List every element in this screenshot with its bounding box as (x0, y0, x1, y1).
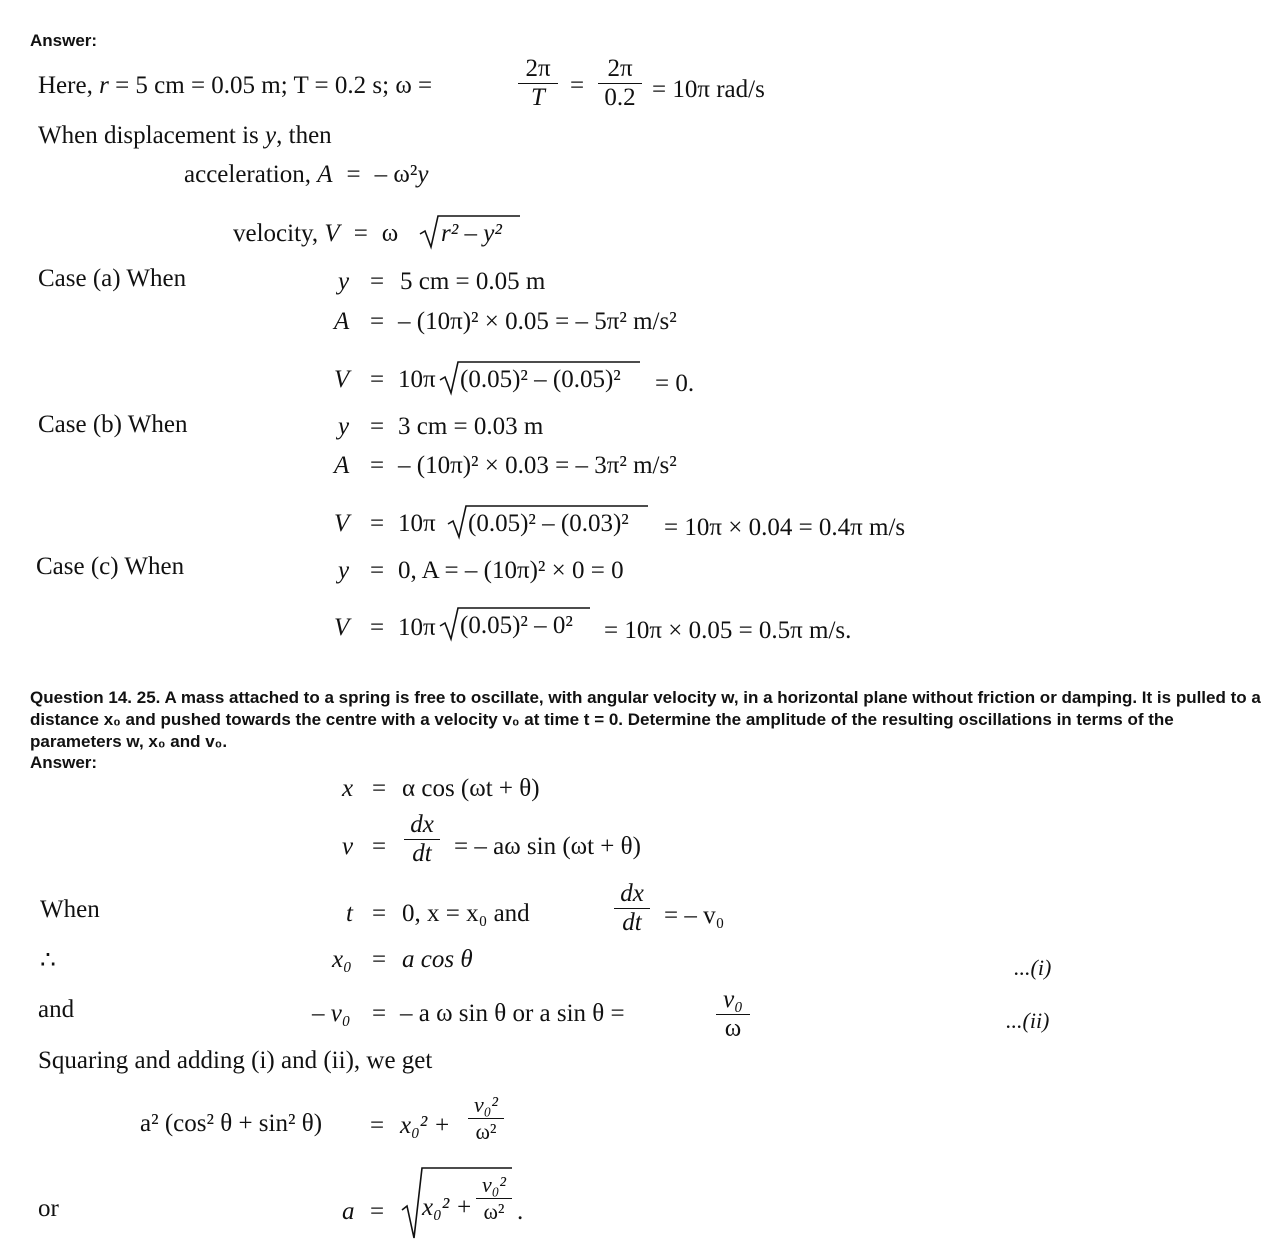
case-c-V-result: = 10π × 0.05 = 0.5π m/s. (604, 617, 852, 644)
equals-sign: = (370, 614, 385, 641)
given-rest: = 5 cm = 0.05 m; T = 0.2 s; ω = (108, 72, 433, 99)
squared-rhs: x₀² + (400, 1112, 451, 1139)
when-label: When (40, 896, 100, 923)
equals-sign: = (370, 413, 385, 440)
therefore-symbol: ∴ (40, 947, 56, 974)
displacement-line (38, 122, 332, 150)
equals-sign: = (372, 900, 387, 927)
equals-sign: = (570, 72, 585, 99)
equation-ref-ii: ...(ii) (1006, 1008, 1050, 1033)
t-symbol: t (346, 900, 353, 927)
case-a-A-symbol: A (334, 308, 350, 335)
given-prefix: Here, (38, 72, 100, 99)
case-a-y-symbol: y (338, 268, 350, 295)
equals-sign: = (370, 366, 385, 393)
case-a-A-value: – (10π)² × 0.05 = – 5π² m/s² (398, 308, 677, 335)
text: When displacement is (38, 122, 266, 149)
fraction-2pi-over-0.2 (598, 55, 642, 112)
answer-label: Answer: (30, 31, 98, 50)
minus-v0-symbol: – v₀ (312, 1000, 351, 1027)
case-b-y-value: 3 cm = 0.03 m (398, 413, 544, 440)
case-b-sqrt (448, 504, 648, 540)
case-b-V-symbol: V (334, 510, 350, 537)
case-b-V-result: = 10π × 0.04 = 0.4π m/s (664, 514, 906, 541)
initial-conditions: 0, x = x₀ and (402, 900, 530, 927)
symbol-omega: ω (381, 220, 399, 247)
equals-sign: = (370, 268, 385, 295)
fraction-numerator: 2π (607, 55, 633, 82)
given-values (38, 72, 432, 100)
equals-sign: = (372, 946, 387, 973)
fraction-denominator: ω (724, 1015, 742, 1042)
case-b-tenpi: 10π (398, 510, 436, 537)
fraction-denominator: dt (622, 909, 642, 936)
and-label: and (38, 996, 75, 1023)
radicand: (0.05)² – (0.03)² (468, 510, 629, 537)
case-c-V-symbol: V (334, 614, 350, 641)
question-text: Question 14. 25. A mass attached to a spring is free to oscillate, with angular velocity w, in a horizontal plane without friction or damping. It is pulled to a distance x₀ and pushed towards the centre with a velocity v₀ at time t = 0. Determine the amplitude of the resulting oscillations in terms of the parameters w, x₀ and v₀. (30, 688, 1261, 751)
equals-sign: = (353, 220, 368, 247)
period: . (517, 1198, 524, 1225)
velocity-formula (233, 220, 398, 248)
fraction-denominator: ω² (475, 1119, 497, 1144)
case-b-y-symbol: y (338, 413, 350, 440)
fraction-numerator: 2π (525, 55, 551, 82)
fraction-numerator: dx (620, 880, 644, 907)
x0-rhs: a cos θ (402, 946, 473, 973)
squared-lhs: a² (cos² θ + sin² θ) (140, 1110, 323, 1137)
equals-sign: = (370, 510, 385, 537)
answer-label: Answer: (30, 753, 98, 772)
fraction-numerator: v₀² (481, 1172, 506, 1197)
label: velocity, (233, 220, 325, 247)
mv0-rhs: – a ω sin θ or a sin θ = (400, 1000, 625, 1027)
acceleration-formula (184, 161, 428, 189)
fraction-denominator: ω² (483, 1199, 505, 1224)
sqrt-r2-minus-y2 (420, 214, 520, 250)
case-c-label: Case (c) When (36, 553, 185, 580)
symbol-y: y (417, 161, 429, 188)
case-a-V-result: = 0. (655, 370, 695, 397)
text: , then (276, 122, 332, 149)
equation-ref-i: ...(i) (1014, 955, 1052, 980)
equals-sign: = (370, 308, 385, 335)
or-label: or (38, 1195, 59, 1222)
case-a-tenpi: 10π (398, 366, 436, 393)
squaring-text: Squaring and adding (i) and (ii), we get (38, 1047, 433, 1074)
case-a-V-symbol: V (334, 366, 350, 393)
fraction-dx-dt (404, 811, 440, 868)
equals-sign: = (370, 1112, 385, 1139)
fraction-v0-over-omega (716, 986, 750, 1043)
symbol-A: A (317, 161, 333, 188)
fraction-denominator: dt (412, 840, 432, 867)
case-a-y-value: 5 cm = 0.05 m (400, 268, 546, 295)
symbol-y: y (265, 122, 277, 149)
case-b-A-symbol: A (334, 452, 350, 479)
amplitude-sqrt (402, 1166, 514, 1242)
fraction-v02-over-w2 (476, 1172, 512, 1225)
fraction-2pi-over-T (518, 55, 558, 112)
case-c-sqrt (440, 606, 590, 642)
case-c-values: 0, A = – (10π)² × 0 = 0 (398, 557, 624, 584)
case-c-tenpi: 10π (398, 614, 436, 641)
case-a-sqrt (440, 360, 640, 396)
equals-sign: = (346, 161, 361, 188)
case-b-A-value: – (10π)² × 0.03 = – 3π² m/s² (398, 452, 677, 479)
case-b-label: Case (b) When (38, 411, 188, 438)
x0-symbol: x₀ (332, 946, 352, 973)
fraction-numerator: v₀ (723, 986, 743, 1013)
case-a-label: Case (a) When (38, 265, 187, 292)
fraction-denominator: T (531, 84, 545, 111)
equals-sign: = (370, 452, 385, 479)
x-rhs: α cos (ωt + θ) (402, 775, 540, 802)
equals-sign: = (372, 833, 387, 860)
fraction-numerator: v₀² (473, 1092, 498, 1117)
symbol-r: r (99, 72, 109, 99)
radicand: (0.05)² – 0² (460, 612, 573, 639)
case-c-y-symbol: y (338, 557, 350, 584)
radicand: (0.05)² – (0.05)² (460, 366, 621, 393)
equals-sign: = (370, 557, 385, 584)
equals-sign: = (372, 1000, 387, 1027)
symbol-V: V (324, 220, 340, 247)
fraction-dx-dt (614, 880, 650, 937)
omega-result: = 10π rad/s (652, 76, 765, 103)
label: acceleration, (184, 161, 318, 188)
v-rhs: = – aω sin (ωt + θ) (454, 833, 641, 860)
equals-sign: = (372, 775, 387, 802)
radicand: x₀² + (422, 1194, 473, 1221)
rhs: – ω² (374, 161, 418, 188)
radicand: r² – y² (441, 220, 502, 247)
a-symbol: a (342, 1198, 355, 1225)
v-symbol: v (342, 833, 354, 860)
minus-v0: = – v₀ (664, 902, 725, 929)
fraction-denominator: 0.2 (604, 84, 636, 111)
x-symbol: x (342, 775, 354, 802)
fraction-v02-over-w2 (468, 1092, 504, 1145)
equals-sign: = (370, 1198, 385, 1225)
fraction-numerator: dx (410, 811, 434, 838)
